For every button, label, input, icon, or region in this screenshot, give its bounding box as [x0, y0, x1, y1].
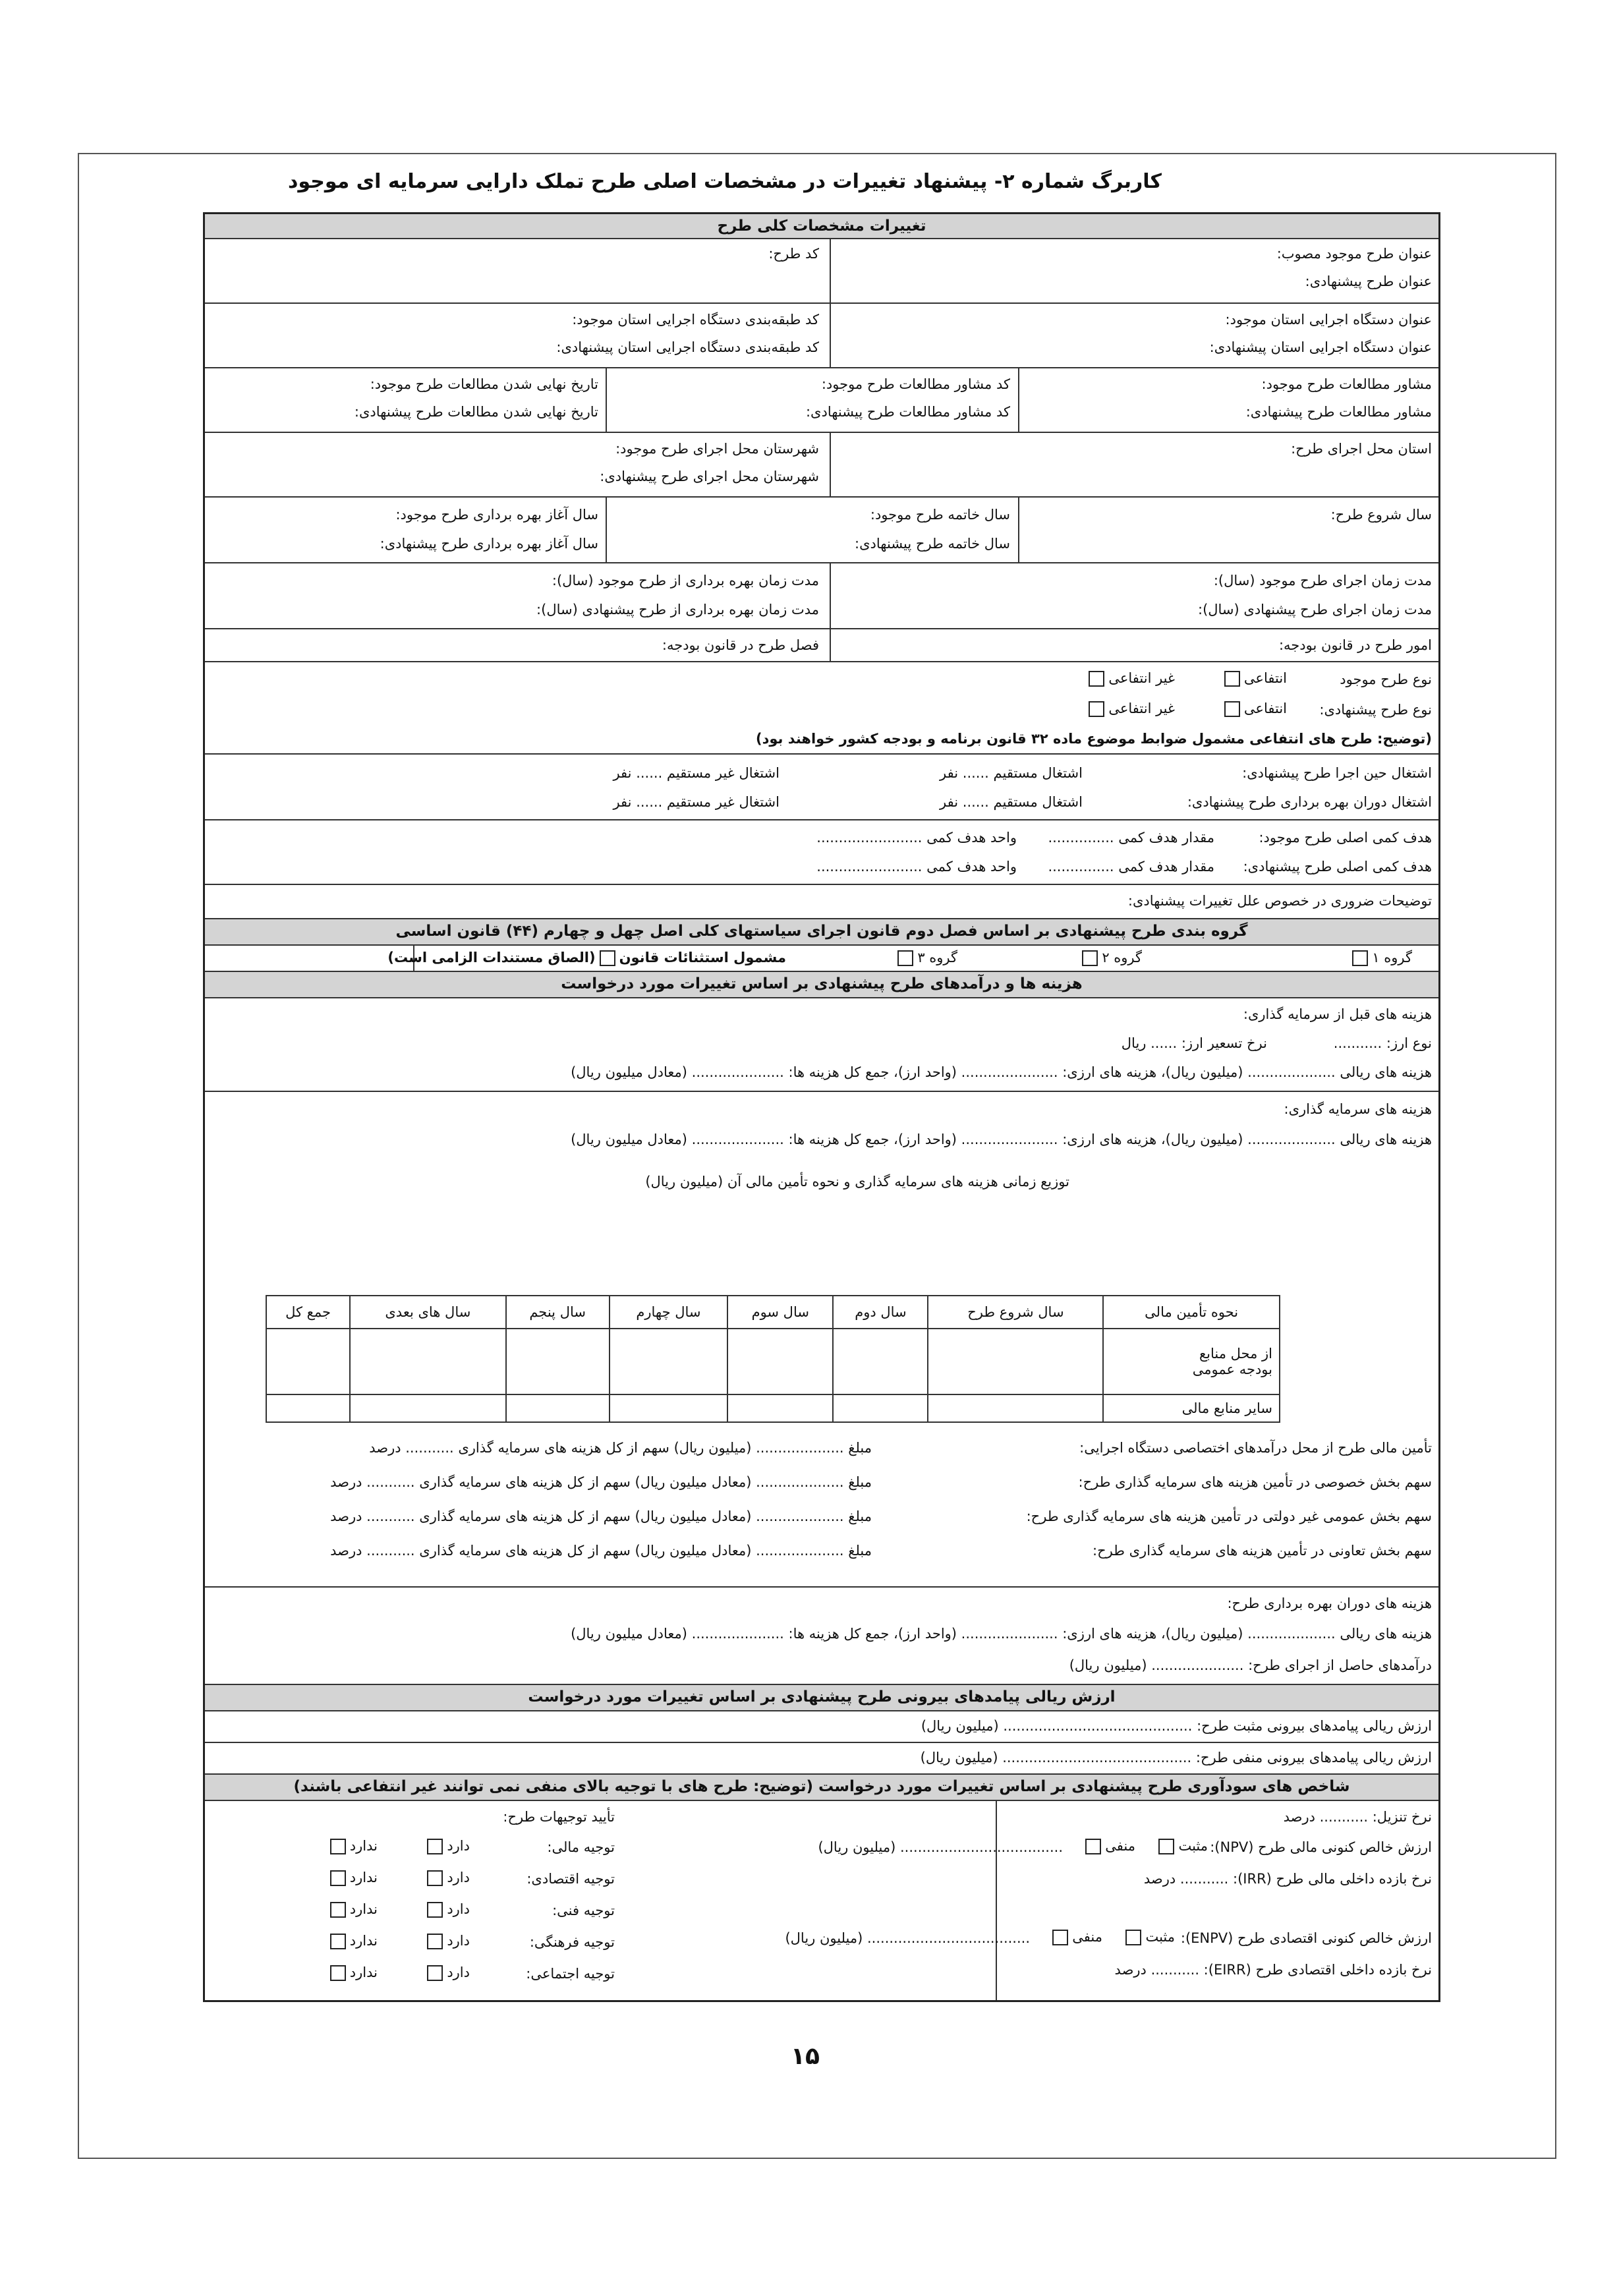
explanations-label: توضیحات ضروری در خصوص علل تغییرات پیشنهادی: [1127, 893, 1432, 909]
proposed-study-date-label: تاریخ نهایی شدن مطالعات طرح پیشنهادی: [354, 404, 598, 420]
proposed-agency-label: عنوان دستگاه اجرایی استان پیشنهادی: [1209, 339, 1432, 355]
exchange-rate: نرخ تسعیر ارز: ...... ریال [1121, 1035, 1267, 1051]
profit-note: (توضیح: طرح های انتفاعی مشمول ضوابط موضوع ماده ۳۲ قانون برنامه و بودجه کشور خواهند بود) [755, 731, 1432, 747]
investment-costs: هزینه های ریالی .................... (میلیون ریال)، هزینه های ارزی: ...................... (واحد ارز)، جمع کل هزینه ها: ..................... (معادل میلیون ریال) [571, 1132, 1432, 1147]
dist-header: جمع کل [266, 1296, 350, 1329]
checkbox[interactable] [427, 1870, 443, 1886]
dist-row-public: از محل منابع بودجه عمومی [1103, 1329, 1280, 1394]
current-type-label: نوع طرح موجود [1340, 672, 1432, 687]
group-1: گروه ۱ [1348, 950, 1412, 966]
dist-row-other: سایر منابع مالی [1103, 1394, 1280, 1422]
proposed-type-profit: انتفاعی [1220, 701, 1287, 717]
checkbox[interactable] [1224, 671, 1240, 687]
checkbox[interactable] [427, 1902, 443, 1918]
investment-label: هزینه های سرمایه گذاری: [1284, 1101, 1432, 1117]
social-has: دارد [423, 1965, 470, 1981]
project-code-label: کد طرح: [768, 246, 819, 262]
fin-public-label: سهم بخش عمومی غیر دولتی در تأمین هزینه های سرمایه گذاری طرح: [1026, 1508, 1432, 1524]
proposed-operation-duration-label: مدت زمان بهره برداری از طرح پیشنهادی (سال): [536, 602, 819, 617]
proposed-city-label: شهرستان محل اجرای طرح پیشنهادی: [600, 469, 819, 484]
fin-private-amount: مبلغ .................... (معادل میلیون ریال) سهم از کل هزینه های سرمایه گذاری ........... درصد [330, 1474, 872, 1490]
section-costs-header: هزینه ها و درآمدهای طرح پیشنهادی بر اساس تغییرات مورد درخواست [205, 972, 1438, 998]
checkbox[interactable] [1089, 701, 1104, 717]
operation-costs: هزینه های ریالی .................... (میلیون ریال)، هزینه های ارزی: ...................... (واحد ارز)، جمع کل هزینه ها: ..................... (معادل میلیون ریال) [571, 1626, 1432, 1642]
row-project-type [205, 662, 1438, 755]
checkbox[interactable] [330, 1902, 346, 1918]
row-target [205, 820, 1438, 885]
fin-public-amount: مبلغ .................... (معادل میلیون ریال) سهم از کل هزینه های سرمایه گذاری ........... درصد [330, 1508, 872, 1524]
proposed-type-label: نوع طرح پیشنهادی: [1319, 702, 1432, 718]
current-type-profit: انتفاعی [1220, 670, 1287, 687]
enpv-positive: مثبت [1122, 1929, 1175, 1945]
section-externalities-header: ارزش ریالی پیامدهای بیرونی طرح پیشنهادی بر اساس تغییرات مورد درخواست [205, 1685, 1438, 1711]
checkbox[interactable] [1089, 671, 1104, 687]
province-label: استان محل اجرای طرح: [1291, 441, 1432, 457]
row-budget [205, 629, 1438, 662]
proposed-consultant-label: مشاور مطالعات طرح پیشنهادی: [1245, 404, 1432, 420]
irr-label: نرخ بازده داخلی مالی طرح (IRR): ........... درصد [1143, 1871, 1432, 1887]
checkbox[interactable] [897, 950, 913, 966]
npv-amount: ..................................... (میلیون ریال) [818, 1839, 1063, 1855]
npv-negative: منفی [1081, 1838, 1135, 1854]
checkbox[interactable] [1082, 950, 1098, 966]
row-employment [205, 755, 1438, 820]
row-groups [205, 946, 1438, 972]
row-title-code [205, 239, 1438, 304]
current-city-label: شهرستان محل اجرای طرح موجود: [615, 441, 819, 457]
social-hasnot: ندارد [326, 1965, 378, 1981]
proposed-duration-label: مدت زمان اجرای طرح پیشنهادی (سال): [1198, 602, 1432, 617]
fin-coop-amount: مبلغ .................... (معادل میلیون ریال) سهم از کل هزینه های سرمایه گذاری ........... درصد [330, 1543, 872, 1559]
proposed-target-label: هدف کمی اصلی طرح پیشنهادی: [1243, 859, 1432, 875]
justification-social: توجیه اجتماعی: [526, 1966, 615, 1982]
checkbox[interactable] [427, 1934, 443, 1949]
form-title: کاربرگ شماره ۲- پیشنهاد تغییرات در مشخصات اصلی طرح تملک دارایی سرمایه ای موجود [288, 170, 1162, 193]
checkbox[interactable] [330, 1839, 346, 1854]
row-explanations [205, 885, 1438, 919]
dist-header: سال دوم [833, 1296, 928, 1329]
enpv-negative: منفی [1048, 1929, 1102, 1945]
negative-externalities: ارزش ریالی پیامدهای بیرونی منفی طرح: ........................................... (میلیون ریال) [920, 1750, 1432, 1765]
indirect-employment-2: اشتغال غیر مستقیم ...... نفر [613, 794, 780, 810]
currency-type: نوع ارز: ........... [1333, 1035, 1432, 1051]
form-table [203, 212, 1440, 2002]
proposed-title-label: عنوان طرح پیشنهادی: [1305, 273, 1432, 289]
target-unit-2: واحد هدف کمی ........................ [816, 859, 1017, 875]
current-duration-label: مدت زمان اجرای طرح موجود (سال): [1213, 573, 1432, 588]
page-number: ۱۵ [791, 2043, 820, 2070]
cult-has: دارد [423, 1933, 470, 1949]
eirr-label: نرخ بازده داخلی اقتصادی طرح (EIRR): ........... درصد [1114, 1962, 1432, 1978]
proposed-end-year-label: سال خاتمه طرح پیشنهادی: [855, 536, 1010, 552]
dist-header: سال های بعدی [350, 1296, 506, 1329]
npv-label: ارزش خالص کنونی مالی طرح (NPV): [1210, 1839, 1432, 1855]
enpv-label: ارزش خالص کنونی اقتصادی طرح (ENPV): [1180, 1930, 1432, 1946]
fin-hasnot: ندارد [326, 1838, 378, 1854]
justification-title: تأیید توجیهات طرح: [503, 1809, 615, 1825]
econ-hasnot: ندارد [326, 1870, 378, 1886]
dist-header: سال چهارم [610, 1296, 727, 1329]
proposed-operation-year-label: سال آغاز بهره برداری طرح پیشنهادی: [380, 536, 598, 552]
budget-chapter-label: فصل طرح در قانون بودجه: [662, 637, 819, 653]
checkbox[interactable] [330, 1965, 346, 1981]
direct-employment-2: اشتغال مستقیم ...... نفر [940, 794, 1083, 810]
group-2: گروه ۲ [1078, 950, 1142, 966]
current-end-year-label: سال خاتمه طرح موجود: [870, 507, 1010, 523]
fin-has: دارد [423, 1838, 470, 1854]
employment-operation-label: اشتغال دوران بهره برداری طرح پیشنهادی: [1187, 794, 1432, 810]
pre-investment-costs: هزینه های ریالی .................... (میلیون ریال)، هزینه های ارزی: ...................... (واحد ارز)، جمع کل هزینه ها: ..................... (معادل میلیون ریال) [571, 1064, 1432, 1080]
checkbox[interactable] [330, 1870, 346, 1886]
checkbox[interactable] [427, 1839, 443, 1854]
current-agency-code-label: کد طبقه‌بندی دستگاه اجرایی استان موجود: [572, 312, 819, 328]
row-location [205, 433, 1438, 498]
pre-investment-label: هزینه های قبل از سرمایه گذاری: [1243, 1006, 1432, 1022]
proposed-consultant-code-label: کد مشاور مطالعات طرح پیشنهادی: [805, 404, 1010, 420]
checkbox[interactable] [1224, 701, 1240, 717]
row-operation [205, 1588, 1438, 1685]
tech-hasnot: ندارد [326, 1901, 378, 1918]
current-operation-year-label: سال آغاز بهره برداری طرح موجود: [395, 507, 598, 523]
row-consultant [205, 368, 1438, 433]
current-consultant-code-label: کد مشاور مطالعات طرح موجود: [821, 376, 1010, 392]
row-positive-ext [205, 1711, 1438, 1743]
row-negative-ext [205, 1743, 1438, 1775]
checkbox[interactable] [1125, 1930, 1141, 1945]
fin-agency-label: تأمین مالی طرح از محل درآمدهای اختصاصی دستگاه اجرایی: [1079, 1440, 1432, 1456]
section-profitability-header: شاخص های سودآوری طرح پیشنهادی بر اساس تغییرات مورد درخواست (توضیح: طرح های با توجیه بالای منفی نمی توانند غیر انتفاعی باشند) [205, 1775, 1438, 1801]
current-agency-label: عنوان دستگاه اجرایی استان موجود: [1225, 312, 1432, 328]
checkbox[interactable] [1085, 1839, 1101, 1854]
positive-externalities: ارزش ریالی پیامدهای بیرونی مثبت طرح: ........................................... (میلیون ریال) [921, 1718, 1432, 1734]
section-general-header: تغییرات مشخصات کلی طرح [205, 214, 1438, 239]
dist-header: سال پنجم [506, 1296, 610, 1329]
justification-technical: توجیه فنی: [552, 1903, 615, 1918]
target-quantity-1: مقدار هدف کمی ............... [1048, 830, 1214, 846]
target-quantity-2: مقدار هدف کمی ............... [1048, 859, 1214, 875]
checkbox[interactable] [427, 1965, 443, 1981]
distribution-title: توزیع زمانی هزینه های سرمایه گذاری و نحوه تأمین مالی آن (میلیون ریال) [645, 1174, 1069, 1190]
dist-header: سال سوم [727, 1296, 833, 1329]
dist-header: سال شروع طرح [928, 1296, 1103, 1329]
row-profitability [205, 1801, 1438, 2000]
current-title-label: عنوان طرح موجود مصوب: [1276, 246, 1432, 262]
npv-positive: مثبت [1154, 1838, 1208, 1854]
proposed-agency-code-label: کد طبقه‌بندی دستگاه اجرایی استان پیشنهادی: [556, 339, 819, 355]
row-duration [205, 563, 1438, 629]
row-agency [205, 304, 1438, 368]
justification-financial: توجیه مالی: [547, 1839, 615, 1855]
indirect-employment-1: اشتغال غیر مستقیم ...... نفر [613, 765, 780, 781]
current-operation-duration-label: مدت زمان بهره برداری از طرح موجود (سال): [552, 573, 819, 588]
direct-employment-1: اشتغال مستقیم ...... نفر [940, 765, 1083, 781]
row-years [205, 498, 1438, 563]
checkbox[interactable] [1052, 1930, 1068, 1945]
cult-hasnot: ندارد [326, 1933, 378, 1949]
row-pre-investment [205, 998, 1438, 1092]
dist-header: نحوه تأمین مالی [1103, 1296, 1280, 1329]
start-year-label: سال شروع طرح: [1330, 507, 1432, 523]
current-study-date-label: تاریخ نهایی شدن مطالعات طرح موجود: [370, 376, 598, 392]
justification-cultural: توجیه فرهنگی: [529, 1934, 615, 1950]
employment-construction-label: اشتغال حین اجرا طرح پیشنهادی: [1242, 765, 1432, 781]
fin-private-label: سهم بخش خصوصی در تأمین هزینه های سرمایه گذاری طرح: [1078, 1474, 1432, 1490]
tech-has: دارد [423, 1901, 470, 1918]
fin-agency-amount: مبلغ .................... (میلیون ریال) سهم از کل هزینه های سرمایه گذاری ........... درصد [369, 1440, 872, 1456]
current-type-nonprofit: غیر انتفاعی [1085, 670, 1175, 687]
current-target-label: هدف کمی اصلی طرح موجود: [1259, 830, 1432, 846]
section-group-header: گروه بندی طرح پیشنهادی بر اساس فصل دوم قانون اجرای سیاستهای کلی اصل چهل و چهارم (۴۴) قانون اساسی [205, 919, 1438, 946]
econ-has: دارد [423, 1870, 470, 1886]
justification-economic: توجیه اقتصادی: [526, 1871, 615, 1887]
discount-rate: نرخ تنزیل: ........... درصد [1283, 1809, 1432, 1825]
project-revenue: درآمدهای حاصل از اجرای طرح: ..................... (میلیون ریال) [1069, 1657, 1432, 1673]
fin-coop-label: سهم بخش تعاونی در تأمین هزینه های سرمایه گذاری طرح: [1093, 1543, 1432, 1559]
checkbox[interactable] [330, 1934, 346, 1949]
enpv-amount: ..................................... (میلیون ریال) [785, 1930, 1030, 1946]
current-consultant-label: مشاور مطالعات طرح موجود: [1261, 376, 1432, 392]
group-exceptions: مشمول استثنائات قانون(الصاق مستندات الزامی است) [387, 950, 786, 965]
budget-affairs-label: امور طرح در قانون بودجه: [1278, 637, 1432, 653]
target-unit-1: واحد هدف کمی ........................ [816, 830, 1017, 846]
group-3: گروه ۳ [894, 950, 957, 966]
checkbox[interactable] [600, 950, 615, 966]
operation-label: هزینه های دوران بهره برداری طرح: [1227, 1595, 1432, 1611]
checkbox[interactable] [1158, 1839, 1174, 1854]
distribution-table [266, 1295, 1280, 1423]
checkbox[interactable] [1352, 950, 1368, 966]
proposed-type-nonprofit: غیر انتفاعی [1085, 701, 1175, 717]
